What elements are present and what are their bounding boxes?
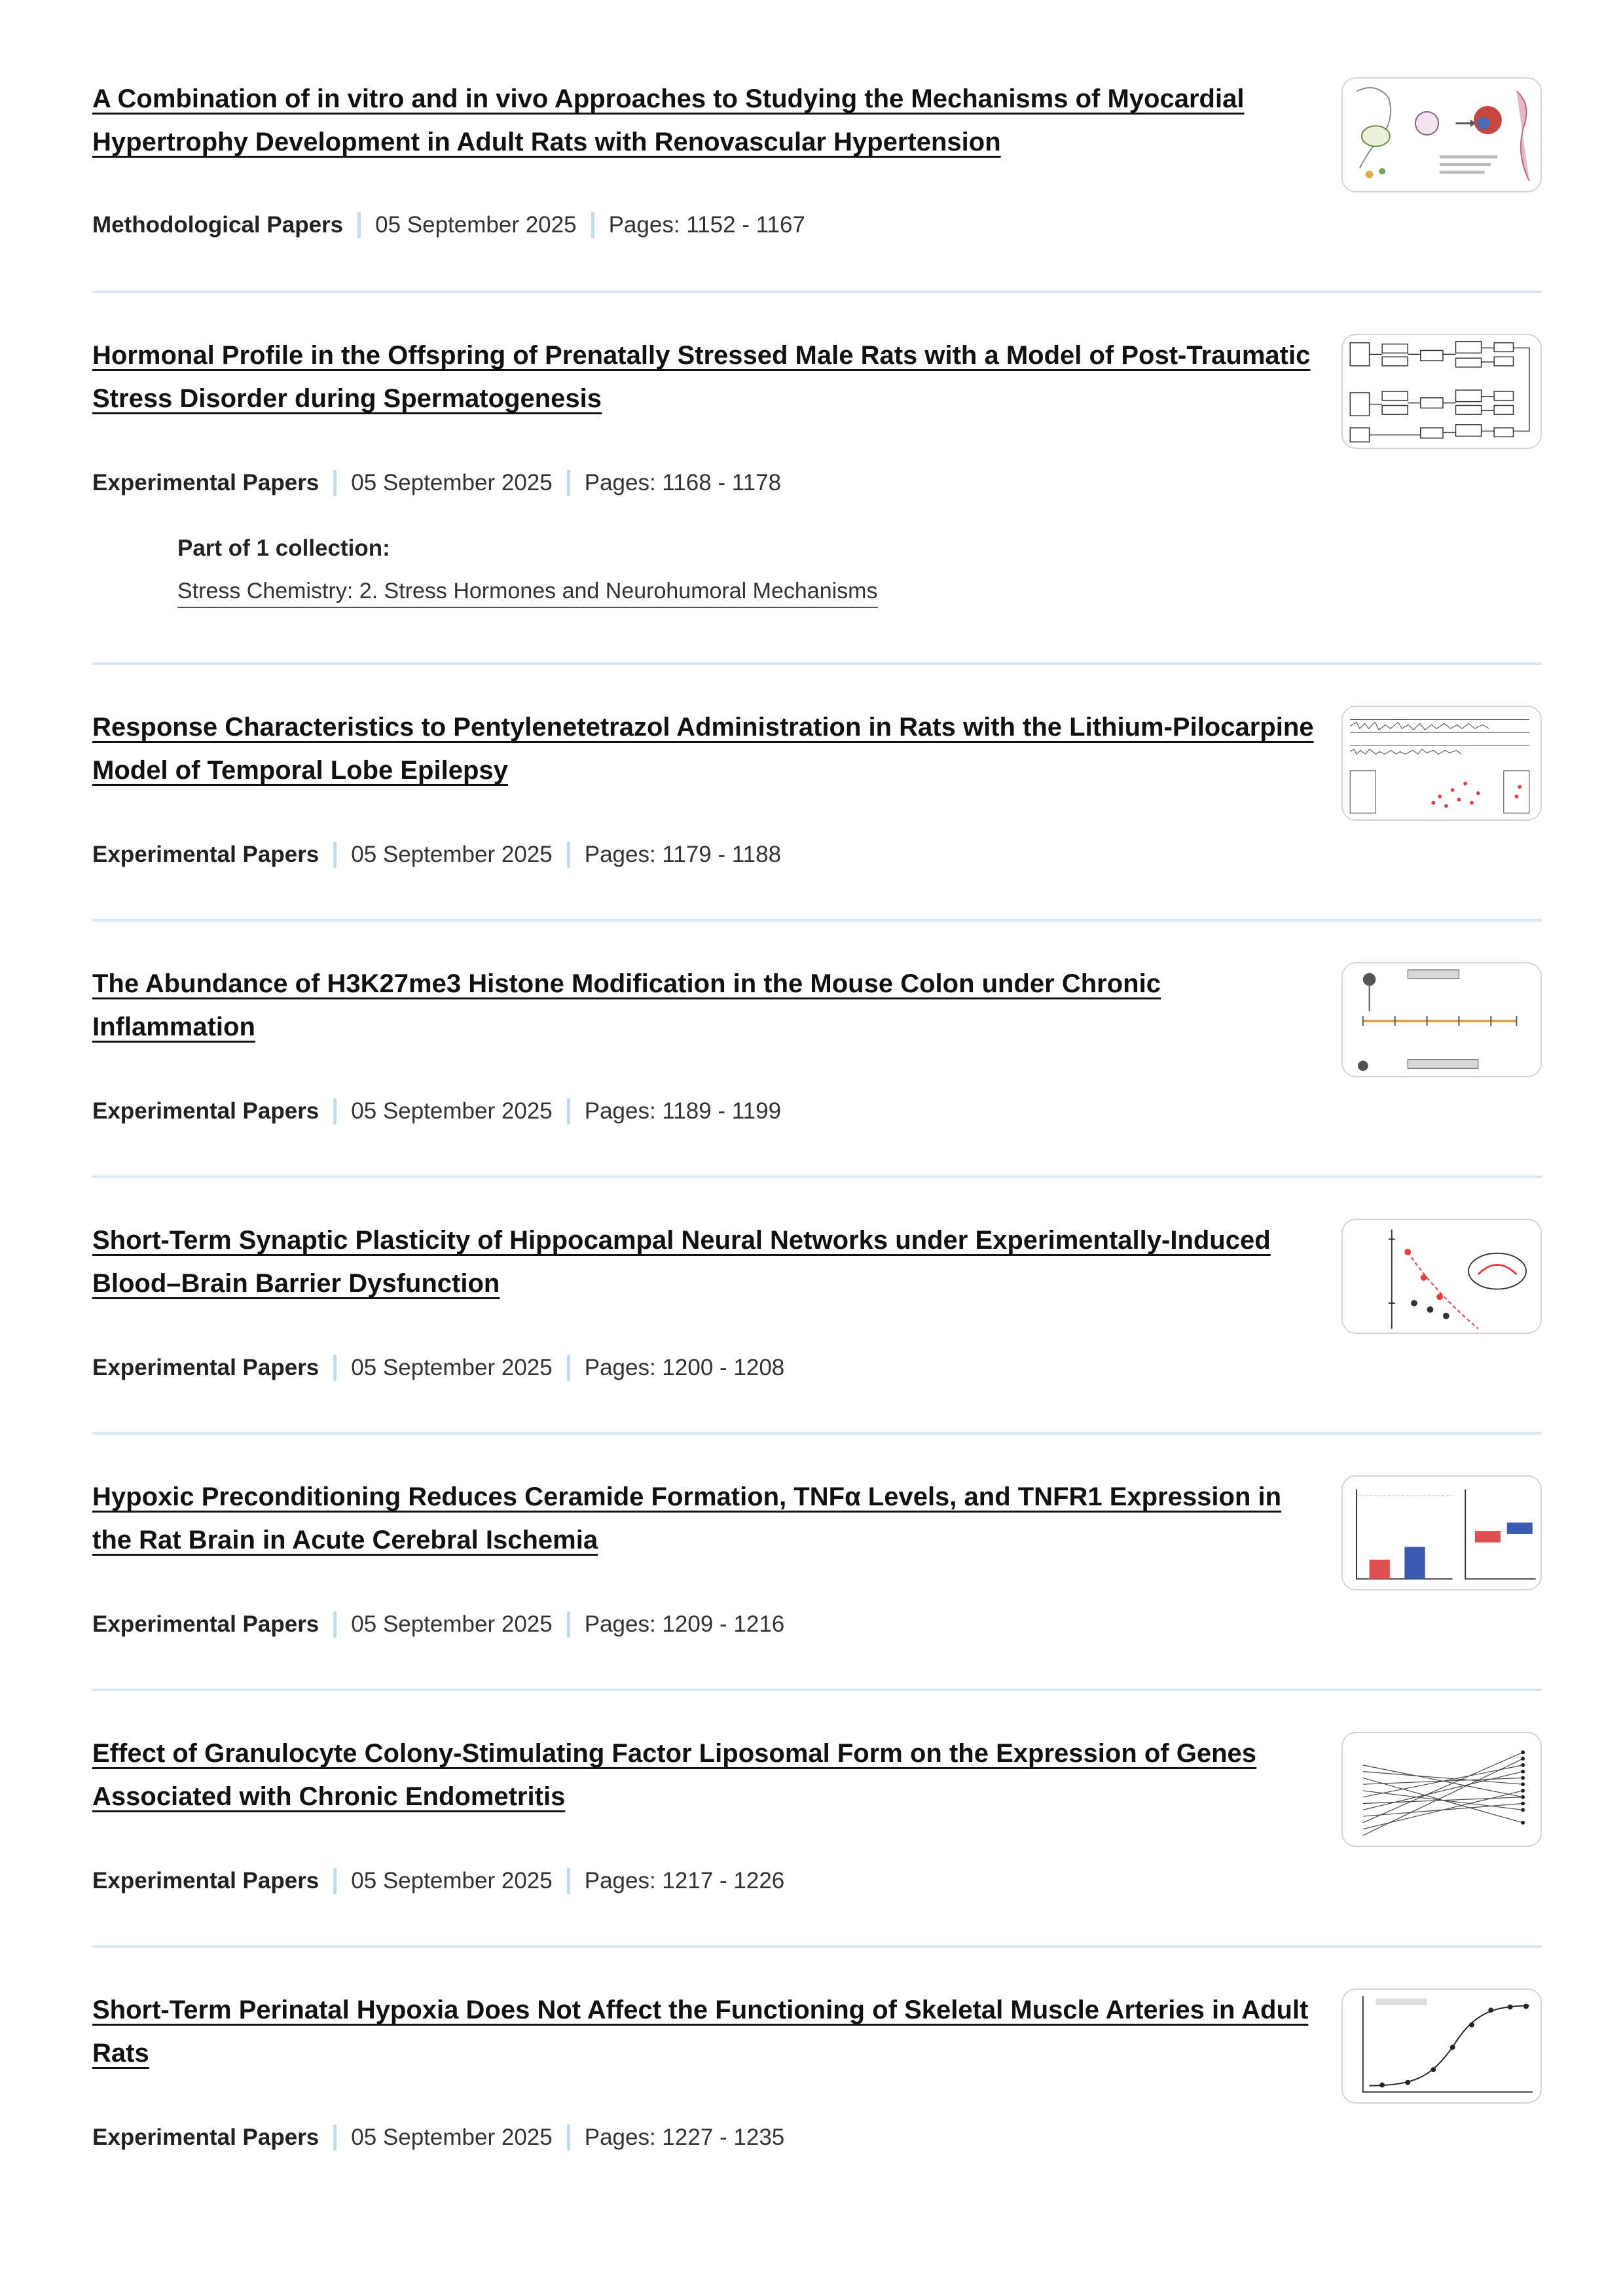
paired-pulse-plot-icon [1343,1220,1541,1333]
meta-divider [333,470,337,496]
hypertrophy-illustration-icon [1343,79,1541,191]
article-meta [92,1354,784,1382]
article-title [92,1988,1323,2075]
article-meta [92,469,781,497]
article-meta [92,2123,784,2152]
article-title-link[interactable]: Response Characteristics to Pentylenetetrazol Administration in Rats with the Lithium-Pilocarpine Model of Temporal Lobe Epilepsy [92,713,1314,785]
article-title [92,706,1323,792]
meta-divider [567,842,570,868]
meta-divider [357,212,361,238]
meta-divider [333,2125,337,2151]
collection-block [177,535,878,608]
article-item [92,665,1542,922]
meta-divider [567,2125,570,2151]
meta-divider [567,1355,570,1381]
article-type: Experimental Papers [92,842,319,867]
article-title [92,1475,1323,1562]
article-meta [92,1097,781,1126]
article-date: 05 September 2025 [375,212,577,238]
article-date: 05 September 2025 [351,2125,553,2150]
meta-divider [333,842,337,868]
paired-lines-plot-icon [1343,1733,1541,1846]
timeline-icon [1343,963,1541,1076]
article-title-link[interactable]: Short-Term Perinatal Hypoxia Does Not Affect the Functioning of Skeletal Muscle Arteries in Adult Rats [92,1996,1309,2068]
article-title [92,77,1323,164]
article-item [92,922,1542,1178]
meta-divider [567,1868,570,1894]
article-title [92,1732,1323,1818]
article-pages: Pages: 1179 - 1188 [584,842,782,867]
article-item [92,1948,1542,2204]
article-meta [92,1610,784,1639]
article-title [92,962,1323,1049]
article-type: Experimental Papers [92,470,319,495]
article-pages: Pages: 1217 - 1226 [584,1868,785,1893]
article-thumbnail[interactable] [1341,1988,1542,2104]
article-pages: Pages: 1189 - 1199 [584,1098,782,1124]
article-date: 05 September 2025 [351,1355,553,1380]
article-thumbnail[interactable] [1341,1219,1542,1334]
article-date: 05 September 2025 [351,842,553,867]
article-thumbnail[interactable] [1341,1732,1542,1847]
article-meta [92,211,805,240]
article-item [92,1178,1542,1435]
flowchart-icon [1343,335,1541,448]
article-type: Experimental Papers [92,1868,319,1893]
article-date: 05 September 2025 [351,1098,553,1124]
dose-response-curve-icon [1343,1990,1541,2102]
meta-divider [567,470,570,496]
article-title-link[interactable]: The Abundance of H3K27me3 Histone Modification in the Mouse Colon under Chronic Inflammation [92,969,1161,1041]
article-pages: Pages: 1168 - 1178 [584,470,782,495]
article-title-link[interactable]: Effect of Granulocyte Colony-Stimulating Factor Liposomal Form on the Expression of Genes Associated with Chronic Endometritis [92,1739,1256,1811]
article-thumbnail[interactable] [1341,706,1542,821]
article-thumbnail[interactable] [1341,962,1542,1077]
article-item [92,0,1542,293]
article-type: Experimental Papers [92,1098,319,1124]
meta-divider [591,212,594,238]
article-meta [92,1867,784,1895]
article-title-link[interactable]: Short-Term Synaptic Plasticity of Hippocampal Neural Networks under Experimentally-Induced Blood–Brain Barrier Dysfunction [92,1226,1271,1298]
article-meta [92,840,781,869]
article-date: 05 September 2025 [351,470,553,495]
article-type: Methodological Papers [92,212,344,238]
article-type: Experimental Papers [92,2125,319,2150]
article-pages: Pages: 1152 - 1167 [608,212,805,238]
article-thumbnail[interactable] [1341,77,1542,192]
article-type: Experimental Papers [92,1355,319,1380]
article-date: 05 September 2025 [351,1868,553,1893]
collection-link[interactable]: Stress Chemistry: 2. Stress Hormones and Neurohumoral Mechanisms [177,579,878,608]
meta-divider [567,1611,570,1638]
meta-divider [333,1611,337,1638]
meta-divider [567,1098,570,1124]
article-item [92,293,1542,665]
article-item [92,1691,1542,1948]
article-title-link[interactable]: Hormonal Profile in the Offspring of Prenatally Stressed Male Rats with a Model of Post-Traumatic Stress Disorder during Spermatogenesis [92,341,1311,413]
article-title [92,334,1323,420]
article-type: Experimental Papers [92,1611,319,1637]
article-date: 05 September 2025 [351,1611,553,1637]
article-pages: Pages: 1227 - 1235 [584,2125,785,2150]
collection-label: Part of 1 collection: [177,535,390,561]
article-title-link[interactable]: A Combination of in vitro and in vivo Approaches to Studying the Mechanisms of Myocardial Hypertrophy Development in Adult Rats with Renovascular Hypertension [92,84,1245,156]
eeg-trace-icon [1343,707,1541,819]
article-thumbnail[interactable] [1341,1475,1542,1590]
meta-divider [333,1098,337,1124]
article-title-link[interactable]: Hypoxic Preconditioning Reduces Ceramide Formation, TNFα Levels, and TNFR1 Expression in the Rat Brain in Acute Cerebral Ischemia [92,1482,1282,1554]
bar-boxplot-icon [1343,1477,1541,1589]
article-pages: Pages: 1209 - 1216 [584,1611,785,1637]
article-thumbnail[interactable] [1341,334,1542,449]
meta-divider [333,1868,337,1894]
meta-divider [333,1355,337,1381]
article-pages: Pages: 1200 - 1208 [584,1355,785,1380]
article-item [92,1435,1542,1691]
article-title [92,1219,1323,1305]
